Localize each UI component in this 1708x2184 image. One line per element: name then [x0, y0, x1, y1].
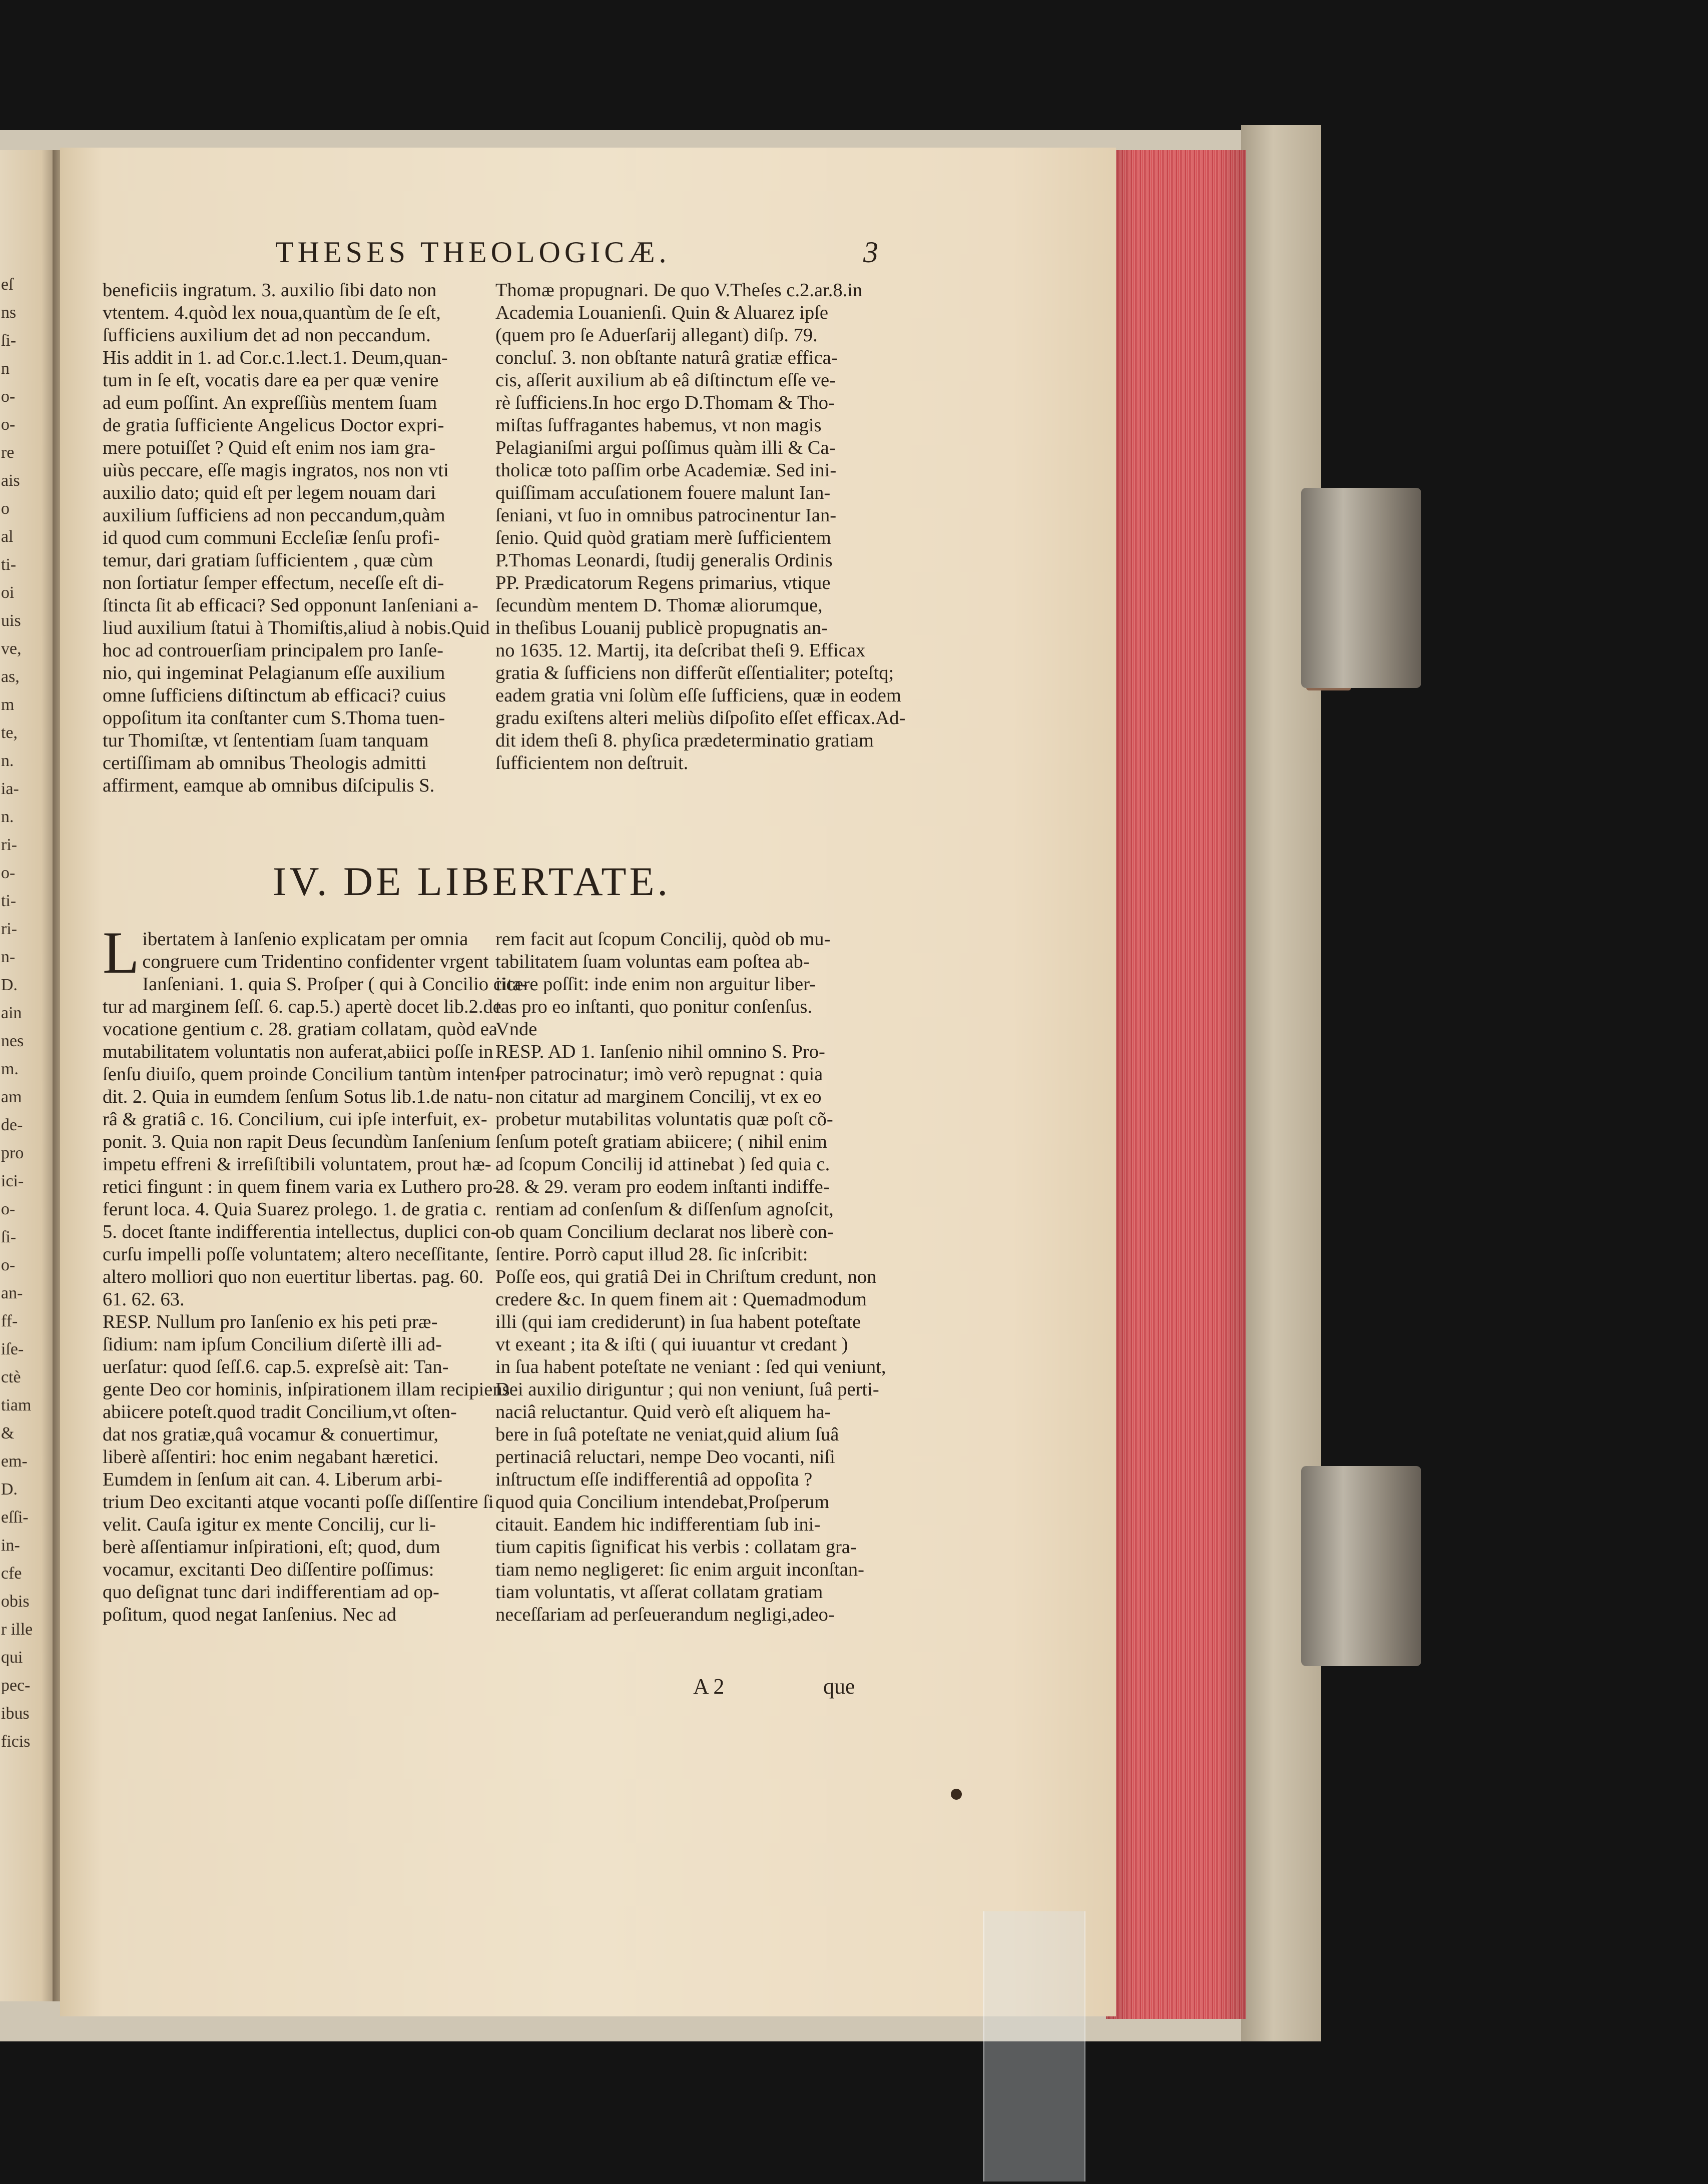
text-line: tiam nemo negligeret: ſic enim arguit inconſtan- — [495, 1559, 864, 1580]
text-line: naciâ reluctantur. Quid verò eſt aliquem ha- — [495, 1401, 831, 1422]
text-line: ſecundùm mentem D. Thomæ aliorumque, — [495, 595, 823, 616]
margin-fragment: ns — [1, 303, 17, 322]
margin-fragment: ſi- — [1, 1228, 17, 1246]
page-edge-shading — [1106, 150, 1246, 2019]
text-line: quo deſignat tunc dari indifferentiam ad op- — [103, 1582, 439, 1603]
margin-fragment: m. — [1, 1060, 19, 1078]
text-line: rè ſufficiens.In hoc ergo D.Thomam & Tho- — [495, 392, 835, 413]
text-line: impetu effreni & irreſiſtibili voluntatem, prout hæ- — [103, 1154, 491, 1175]
text-line: ponit. 3. Quia non rapit Deus ſecundùm Ianſenium — [103, 1131, 491, 1152]
text-line: RESP. Nullum pro Ianſenio ex his peti præ- — [103, 1311, 438, 1332]
text-line: ſufficientem non deſtruit. — [495, 753, 689, 774]
text-line: Ianſeniani. 1. quia S. Proſper ( qui à Concilio cita- — [142, 974, 528, 995]
dropcap: L — [103, 919, 140, 986]
margin-fragment: ſi- — [1, 331, 17, 350]
text-line: beneficiis ingratum. 3. auxilio ſibi dato non — [103, 280, 437, 301]
text-line: non citatur ad marginem Concilij, vt ex eo — [495, 1086, 822, 1107]
text-line: velit. Cauſa igitur ex mente Concilij, cur li- — [103, 1514, 436, 1535]
text-line: trium Deo excitanti atque vocanti poſſe diſſentire ſi — [103, 1492, 494, 1513]
margin-fragment: ain — [1, 1004, 22, 1022]
margin-fragment: nes — [1, 1032, 24, 1050]
text-line: Vnde — [495, 1019, 537, 1040]
text-line: gradu exiſtens alteri meliùs diſpoſito eſſet efficax.Ad- — [495, 707, 906, 729]
text-line: abiicere poteſt.quod tradit Concilium,vt oſten- — [103, 1401, 457, 1422]
text-line: tium capitis ſignificat his verbis : collatam gra- — [495, 1537, 857, 1558]
text-line: Pelagianiſmi argui poſſimus quàm illi & Ca- — [495, 437, 836, 458]
text-line: iicere poſſit: inde enim non arguitur liber- — [495, 974, 816, 995]
text-line: râ & gratiâ c. 16. Concilium, cui ipſe interfuit, ex- — [103, 1109, 487, 1130]
text-line: oppoſitum ita conſtanter cum S.Thoma tuen- — [103, 707, 445, 729]
text-line: mere potuiſſet ? Quid eſt enim nos iam gra- — [103, 437, 436, 458]
text-line: tas pro eo inſtanti, quo ponitur conſenſus. — [495, 996, 813, 1017]
ink-blot — [951, 1789, 962, 1800]
text-line: ibertatem à Ianſenio explicatam per omnia — [142, 929, 468, 950]
margin-fragment: n. — [1, 808, 14, 826]
section-heading: IV. DE LIBERTATE. — [273, 859, 671, 904]
margin-fragment: iſe- — [1, 1340, 24, 1358]
margin-fragment: m — [1, 695, 15, 714]
text-line: no 1635. 12. Martij, ita deſcribat theſi 9. Efficax — [495, 640, 866, 661]
text-line: poſitum, quod negat Ianſenius. Nec ad — [103, 1604, 396, 1625]
catchword: que — [823, 1674, 855, 1699]
text-line: uiùs peccare, eſſe magis ingratos, nos non vti — [103, 460, 449, 481]
text-line: ſeniani, vt ſuo in omnibus patrocinentur Ian- — [495, 505, 837, 526]
margin-fragment: em- — [1, 1452, 28, 1471]
text-line: ſidium: nam ipſum Concilium diſertè illi ad- — [103, 1334, 442, 1355]
text-line: pertinaciâ reluctari, nempe Deo vocanti, niſi — [495, 1446, 835, 1468]
text-line: in ſua habent poteſtate ne veniant : ſed qui veniunt, — [495, 1356, 886, 1377]
text-line: citauit. Eandem hic indifferentiam ſub ini- — [495, 1514, 821, 1535]
text-line: Poſſe eos, qui gratiâ Dei in Chriſtum credunt, non — [495, 1266, 877, 1287]
margin-fragment: uis — [1, 611, 21, 630]
text-line: in theſibus Louanij publicè propugnatis an- — [495, 617, 828, 638]
text-line: ſtincta ſit ab efficaci? Sed opponunt Ianſeniani a- — [103, 595, 478, 616]
text-line: vocamur, excitanti Deo diſſentire poſſimus: — [103, 1559, 434, 1580]
margin-fragment: cfe — [1, 1564, 22, 1583]
margin-fragment: o — [1, 499, 10, 518]
text-line: quiſſimam accuſationem fouere malunt Ian- — [495, 482, 831, 503]
text-line: credere &c. In quem finem ait : Quemadmodum — [495, 1289, 867, 1310]
margin-fragment: ri- — [1, 836, 18, 854]
margin-fragment: D. — [1, 1480, 18, 1499]
text-line: ob quam Concilium declarat nos liberè con- — [495, 1221, 834, 1242]
text-line: omne ſufficiens diſtinctum ab efficaci? cuius — [103, 685, 446, 706]
text-line: vocatione gentium c. 28. gratiam collatam, quòd ea — [103, 1019, 497, 1040]
margin-fragment: r ille — [1, 1620, 33, 1639]
text-line: neceſſariam ad perſeuerandum negligi,adeo- — [495, 1604, 835, 1625]
margin-fragment: o- — [1, 1256, 16, 1274]
margin-fragment: pec- — [1, 1676, 31, 1695]
text-line: eadem gratia vni ſolùm eſſe ſufficiens, quæ in eodem — [495, 685, 901, 706]
text-line: ſenio. Quid quòd gratiam merè ſufficientem — [495, 527, 831, 548]
text-line: congruere cum Tridentino confidenter vrgent — [142, 951, 489, 972]
margin-fragment: ti- — [1, 892, 17, 910]
margin-fragment: in- — [1, 1536, 20, 1555]
text-line: tiam voluntatis, vt aſſerat collatam gratiam — [495, 1582, 823, 1603]
text-line: (quem pro ſe Aduerſarij allegant) diſp. 79. — [495, 325, 818, 346]
margin-fragment: ficis — [1, 1732, 31, 1751]
margin-fragment: am — [1, 1088, 22, 1106]
book-board-edge — [1241, 125, 1321, 2041]
margin-fragment: ais — [1, 471, 20, 490]
running-head: THESES THEOLOGICÆ. — [275, 236, 671, 269]
column-1 — [103, 279, 490, 797]
text-line: non ſortiatur ſemper effectum, neceſſe eſt di- — [103, 572, 444, 593]
margin-fragment: o- — [1, 415, 16, 434]
text-line: id quod cum communi Eccleſiæ ſenſu profi- — [103, 527, 440, 548]
margin-fragment: qui — [1, 1648, 23, 1667]
text-line: ſentire. Porrò caput illud 28. ſic inſcribit: — [495, 1244, 808, 1265]
margin-fragment: ff- — [1, 1312, 18, 1330]
text-line: berè aſſentiamur inſpirationi, eſt; quod, dum — [103, 1537, 440, 1558]
text-line: probetur mutabilitas voluntatis quæ poſt cõ- — [495, 1109, 833, 1130]
text-line: Academia Louanienſi. Quin & Aluarez ipſe — [495, 302, 828, 323]
text-line: Eumdem in ſenſum ait can. 4. Liberum arbi- — [103, 1469, 442, 1490]
margin-fragment: an- — [1, 1284, 23, 1302]
margin-fragment: ve, — [1, 639, 22, 658]
text-line: auxilium ſufficiens ad non peccandum,quàm — [103, 505, 445, 526]
margin-fragment: te, — [1, 723, 18, 742]
text-line: dit idem theſi 8. phyſica prædeterminatio gratiam — [495, 730, 874, 751]
text-line: retici fingunt : in quem finem varia ex Luthero pro- — [103, 1176, 499, 1197]
text-line: rem facit aut ſcopum Concilij, quòd ob mu- — [495, 929, 831, 950]
text-line: ad ſcopum Concilij id attinebat ) ſed quia c. — [495, 1154, 830, 1175]
margin-fragment: eſ — [1, 275, 14, 294]
margin-fragment: o- — [1, 387, 16, 406]
margin-fragment: eſſi- — [1, 1508, 29, 1527]
column-2 — [495, 279, 905, 775]
text-line: tum in ſe eſt, vocatis dare ea per quæ venire — [103, 370, 439, 391]
margin-fragment: as, — [1, 667, 20, 686]
page-number: 3 — [863, 236, 878, 269]
text-line: hoc ad controuerſiam principalem pro Ianſe- — [103, 640, 443, 661]
margin-fragment: o- — [1, 864, 16, 882]
text-line: ſufficiens auxilium det ad non peccandum. — [103, 325, 431, 346]
text-line: Dei auxilio diriguntur ; qui non veniunt, ſuâ perti- — [495, 1379, 879, 1400]
text-line: vtentem. 4.quòd lex noua,quantùm de ſe eſt, — [103, 302, 441, 323]
text-line: inſtructum eſſe indifferentiâ ad oppoſita ? — [495, 1469, 813, 1490]
margin-fragment: & — [1, 1424, 15, 1442]
margin-fragment: n — [1, 359, 10, 378]
text-line: tholicæ toto paſſim orbe Academiæ. Sed ini- — [495, 460, 837, 481]
margin-fragment: tiam — [1, 1396, 32, 1414]
text-line: liberè aſſentiri: hoc enim negabant hæretici. — [103, 1446, 439, 1468]
margin-fragment: ibus — [1, 1704, 30, 1723]
text-line: certiſſimam ab omnibus Theologis admitti — [103, 753, 427, 774]
signature-mark: A 2 — [693, 1674, 725, 1699]
margin-fragment: oi — [1, 583, 15, 602]
text-line: 5. docet ſtante indifferentia intellectus, duplici con- — [103, 1221, 497, 1242]
margin-fragment: ri- — [1, 920, 18, 938]
text-line: ad eum poſſint. An expreſſiùs mentem ſuam — [103, 392, 437, 413]
margin-fragment: de- — [1, 1116, 23, 1134]
text-line: altero molliori quo non euertitur libertas. pag. 60. — [103, 1266, 484, 1287]
text-line: curſu impelli poſſe voluntatem; altero neceſſitante, — [103, 1244, 489, 1265]
text-line: ſper patrocinatur; imò verò repugnat : quia — [495, 1064, 823, 1085]
text-line: dit. 2. Quia in eumdem ſenſum Sotus lib.1.de natu- — [103, 1086, 493, 1107]
text-line: de gratia ſufficiente Angelicus Doctor expri- — [103, 415, 444, 436]
text-line: 28. & 29. veram pro eodem inſtanti indiffe- — [495, 1176, 830, 1197]
text-line: dat nos gratiæ,quâ vocamur & conuertimur, — [103, 1424, 438, 1445]
text-line: temur, dari gratiam ſufficientem , quæ cùm — [103, 550, 433, 571]
text-line: tur Thomiſtæ, vt ſententiam ſuam tanquam — [103, 730, 429, 751]
text-line: ſenſu diuiſo, quem proinde Concilium tantùm inten- — [103, 1064, 501, 1085]
margin-fragment: al — [1, 527, 14, 546]
margin-fragment: D. — [1, 976, 18, 994]
text-line: P.Thomas Leonardi, ſtudij generalis Ordinis — [495, 550, 833, 571]
margin-fragment: ia- — [1, 780, 19, 798]
text-line: ſenſum poteſt gratiam abiicere; ( nihil enim — [495, 1131, 827, 1152]
text-line: quod quia Concilium intendebat,Proſperum — [495, 1492, 830, 1513]
margin-fragment: n- — [1, 948, 16, 966]
clasp-lower — [1301, 1466, 1421, 1666]
text-line: tabilitatem ſuam voluntas eam poſtea ab- — [495, 951, 810, 972]
text-line: liud auxilium ſtatui à Thomiſtis,aliud à nobis.Quid — [103, 617, 490, 638]
column-4 — [495, 928, 886, 1626]
text-line: ferunt loca. 4. Quia Suarez prolego. 1. de gratia c. — [103, 1199, 487, 1220]
text-line: bere in ſuâ poteſtate ne veniat,quid alium ſuâ — [495, 1424, 839, 1445]
text-line: gente Deo cor hominis, inſpirationem illam recipiens — [103, 1379, 510, 1400]
margin-fragment: n. — [1, 752, 14, 770]
left-page-edge — [0, 150, 59, 2001]
text-line: 61. 62. 63. — [103, 1289, 185, 1310]
text-line: mutabilitatem voluntatis non auferat,abiici poſſe in — [103, 1041, 493, 1062]
text-line: affirment, eamque ab omnibus diſcipulis S. — [103, 775, 435, 796]
text-line: uerſatur: quod ſeſſ.6. cap.5. expreſsè ait: Tan- — [103, 1356, 449, 1377]
text-line: illi (qui iam crediderunt) in ſua habent poteſtate — [495, 1311, 861, 1332]
text-line: auxilio dato; quid eſt per legem nouam dari — [103, 482, 436, 503]
margin-fragment: re — [1, 443, 15, 462]
text-line: cis, aſſerit auxilium ab eâ diſtinctum eſſe ve- — [495, 370, 836, 391]
text-line: PP. Prædicatorum Regens primarius, vtique — [495, 572, 831, 593]
text-line: nio, qui ingeminat Pelagianum eſſe auxilium — [103, 662, 445, 683]
clasp-upper — [1301, 488, 1421, 688]
text-line: rentiam ad conſenſum & diſſenſum agnoſcit, — [495, 1199, 834, 1220]
margin-fragment: obis — [1, 1592, 30, 1611]
text-line: gratia & ſufficiens non differũt eſſentialiter; poteſtq; — [495, 662, 894, 683]
text-line: concluſ. 3. non obſtante naturâ gratiæ effica- — [495, 347, 838, 368]
text-line: Thomæ propugnari. De quo V.Theſes c.2.ar.8.in — [495, 280, 863, 301]
margin-fragment: o- — [1, 1200, 16, 1218]
text-line: vt exeant ; ita & iſti ( qui iuuantur vt credant ) — [495, 1334, 848, 1355]
text-line: His addit in 1. ad Cor.c.1.lect.1. Deum,quan- — [103, 347, 448, 368]
margin-fragment: ctè — [1, 1368, 21, 1386]
margin-fragment: ici- — [1, 1172, 24, 1190]
transparent-tab — [983, 1911, 1085, 2181]
margin-fragment: pro — [1, 1144, 24, 1162]
margin-fragment: ti- — [1, 555, 17, 574]
text-line: RESP. AD 1. Ianſenio nihil omnino S. Pro- — [495, 1041, 825, 1062]
text-line: miſtas ſuffragantes habemus, vt non magis — [495, 415, 822, 436]
text-line: tur ad marginem ſeſſ. 6. cap.5.) apertè docet lib.2.de — [103, 996, 501, 1017]
